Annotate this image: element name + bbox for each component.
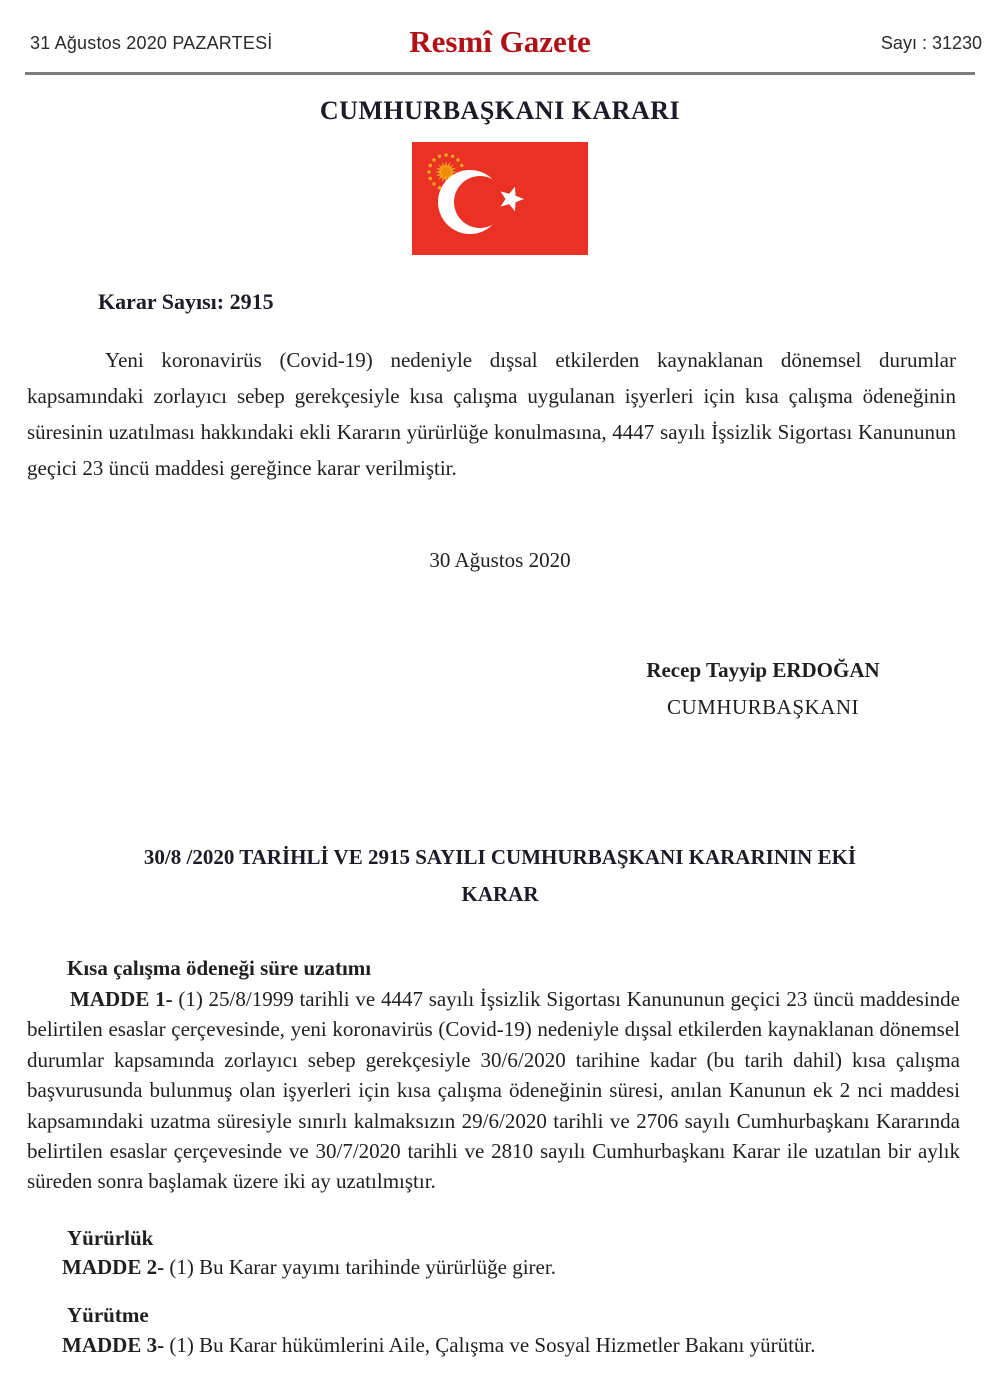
masthead-divider <box>25 72 975 75</box>
gazette-issue-number: Sayı : 31230 <box>880 33 982 53</box>
article3-text <box>62 1333 980 1358</box>
article3-body: (1) Bu Karar hükümlerini Aile, Çalışma ve Sosyal Hizmetler Bakanı yürütür. <box>164 1333 816 1357</box>
article2-heading: Yürürlük <box>67 1226 154 1250</box>
article3-heading: Yürütme <box>67 1303 149 1327</box>
decree-body-paragraph: Yeni koronavirüs (Covid-19) nedeniyle dışsal etkilerden kaynaklanan dönemsel durumlar kapsamındaki zorlayıcı sebep gerekçesiyle kısa çalışma uygulanan işyerleri için kısa çalışma ödeneğinin süresinin uzatılması hakkındaki ekli Kararın yürürlüğe konulmasına, 4447 sayılı İşsizlik Sigortası Kanununun geçici 23 üncü maddesi gereğince karar verilmiştir. <box>27 348 956 480</box>
article2-body: (1) Bu Karar yayımı tarihinde yürürlüğe girer. <box>164 1255 556 1279</box>
decision-number: Karar Sayısı: 2915 <box>98 289 274 314</box>
annex-heading <box>0 845 1000 907</box>
signature-title: CUMHURBAŞKANI <box>666 695 860 719</box>
annex-heading-line1: 30/8 /2020 TARİHLİ VE 2915 SAYILI CUMHURBAŞKANI KARARININ EKİ <box>143 845 857 869</box>
gazette-date: 31 Ağustos 2020 PAZARTESİ <box>30 33 273 53</box>
article3-label: MADDE 3- <box>62 1333 165 1357</box>
annex-heading-line2: KARAR <box>461 882 539 906</box>
article1-body: (1) 25/8/1999 tarihli ve 4447 sayılı İşsizlik Sigortası Kanununun geçici 23 üncü maddesinde belirtilen esaslar çerçevesinde, yeni koronavirüs (Covid-19) nedeniyle dışsal etkilerden kaynaklanan dönemsel durumlar kapsamında zorlayıcı sebep gerekçesiyle 30/6/2020 tarihine kadar (bu tarih dahil) kısa çalışma başvurusunda bulunmuş olan işyerleri için kısa çalışma ödeneğinin süresi, anılan Kanunun ek 2 nci maddesi kapsamındaki uzatma süresiyle sınırlı kalmaksızın 29/6/2020 tarihli ve 2706 sayılı Cumhurbaşkanı Kararında belirtilen esaslar çerçevesinde ve 30/7/2020 tarihli ve 2810 sayılı Cumhurbaşkanı Karar ile uzatılan bir aylık süreden sonra başlamak üzere iki ay uzatılmıştır. <box>27 987 960 1194</box>
turkish-presidential-flag <box>412 142 588 255</box>
gazette-title: Resmî Gazete <box>409 24 591 59</box>
signature-block <box>563 658 963 720</box>
signature-name: Recep Tayyip ERDOĞAN <box>646 658 880 682</box>
decree-title: CUMHURBAŞKANI KARARI <box>319 96 681 125</box>
flag-graphic <box>412 142 588 255</box>
article1-label: MADDE 1- <box>70 987 173 1011</box>
article2-label: MADDE 2- <box>62 1255 165 1279</box>
article1-heading: Kısa çalışma ödeneği süre uzatımı <box>67 956 372 980</box>
decree-date: 30 Ağustos 2020 <box>429 548 571 572</box>
article2-text <box>62 1255 960 1280</box>
article1-text <box>27 984 960 1197</box>
